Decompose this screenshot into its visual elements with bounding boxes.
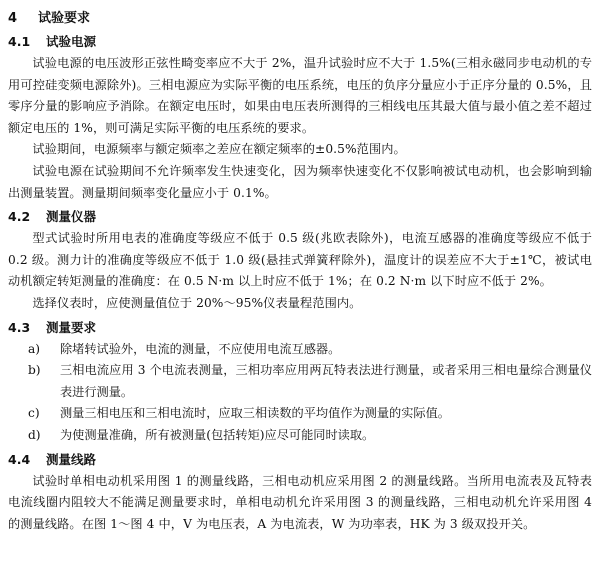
section-heading (8, 8, 592, 29)
subsection-number: 4.4 (8, 451, 31, 467)
list-marker: d) (28, 427, 41, 442)
subsection-number: 4.2 (8, 209, 31, 225)
subsection-heading-4-3 (8, 317, 592, 339)
list-item (8, 403, 592, 425)
paragraph: 型式试验时所用电表的准确度等级应不低于 0.5 级(兆欧表除外)，电流互感器的准确度等级应不低于 0.2 级。测力计的准确度等级应不低于 1.0 级(悬挂式弹簧秤除外)，温度计的误差应不大于±1℃，被试电动机额定转矩测量的准确度：在 0.5 N·m 以上时应不低于 1%；在 0.2 N·m 以下时应不低于 2%。 (8, 231, 592, 289)
subsection-heading-4-4 (8, 449, 592, 471)
paragraph: 试验电源在试验期间不允许频率发生快速变化，因为频率快速变化不仅影响被试电动机，也会影响到输出测量装置。测量期间频率变化量应小于 0.1%。 (8, 163, 592, 200)
subsection-title: 测量要求 (46, 319, 97, 335)
paragraph: 试验电源的电压波形正弦性畸变率应不大于 2%，温升试验时应不大于 1.5%(三相永磁同步电动机的专用可控硅变频电源除外)。三相电源应为实际平衡的电压系统，电压的负序分量应小于正序分量的 0.5%，且零序分量的影响应予消除。在额定电压时，如果由电压表所测得的三相线电压其最大值与最小值之差不超过额定电压的 1%，则可满足实际平衡的电压系统的要求。 (8, 56, 592, 135)
list-item-text: 测量三相电压和三相电流时，应取三相读数的平均值作为测量的实际值。 (60, 406, 450, 421)
list-item-text: 三相电流应用 3 个电流表测量，三相功率应用两瓦特表法进行测量，或者采用三相电量综合测量仪表进行测量。 (60, 363, 592, 399)
paragraph: 选择仪表时，应使测量值位于 20%～95%仪表量程范围内。 (32, 295, 362, 310)
subsection-number: 4.3 (8, 319, 31, 335)
list-item (8, 360, 592, 403)
paragraph: 试验时单相电动机采用图 1 的测量线路，三相电动机应采用图 2 的测量线路。当所用电流表及瓦特表电流线圈内阻较大不能满足测量要求时，单相电动机允许采用图 3 的测量线路，三相电动机允许采用图 4 的测量线路。在图 1～图 4 中，V 为电压表，A 为电流表，W 为功率表，HK 为 3 级双投开关。 (8, 473, 592, 531)
list-marker: b) (28, 363, 41, 378)
subsection-heading-4-1 (8, 31, 592, 53)
subsection-heading-4-2 (8, 206, 592, 228)
subsection-title: 测量线路 (46, 451, 97, 467)
list-item-text: 为使测量准确，所有被测量(包括转矩)应尽可能同时读取。 (60, 427, 375, 442)
list-marker: c) (28, 406, 40, 421)
subsection-number: 4.1 (8, 34, 31, 49)
subsection-title: 试验电源 (46, 34, 97, 49)
subsection-title: 测量仪器 (46, 209, 97, 225)
list-item-text: 除堵转试验外，电流的测量，不应使用电流互感器。 (60, 341, 341, 356)
section-number: 4 (8, 11, 18, 26)
list-item (8, 339, 592, 361)
paragraph: 试验期间，电源频率与额定频率之差应在额定频率的±0.5%范围内。 (32, 142, 406, 157)
list-marker: a) (28, 341, 41, 356)
list-item (8, 425, 592, 447)
section-title: 试验要求 (38, 11, 91, 26)
